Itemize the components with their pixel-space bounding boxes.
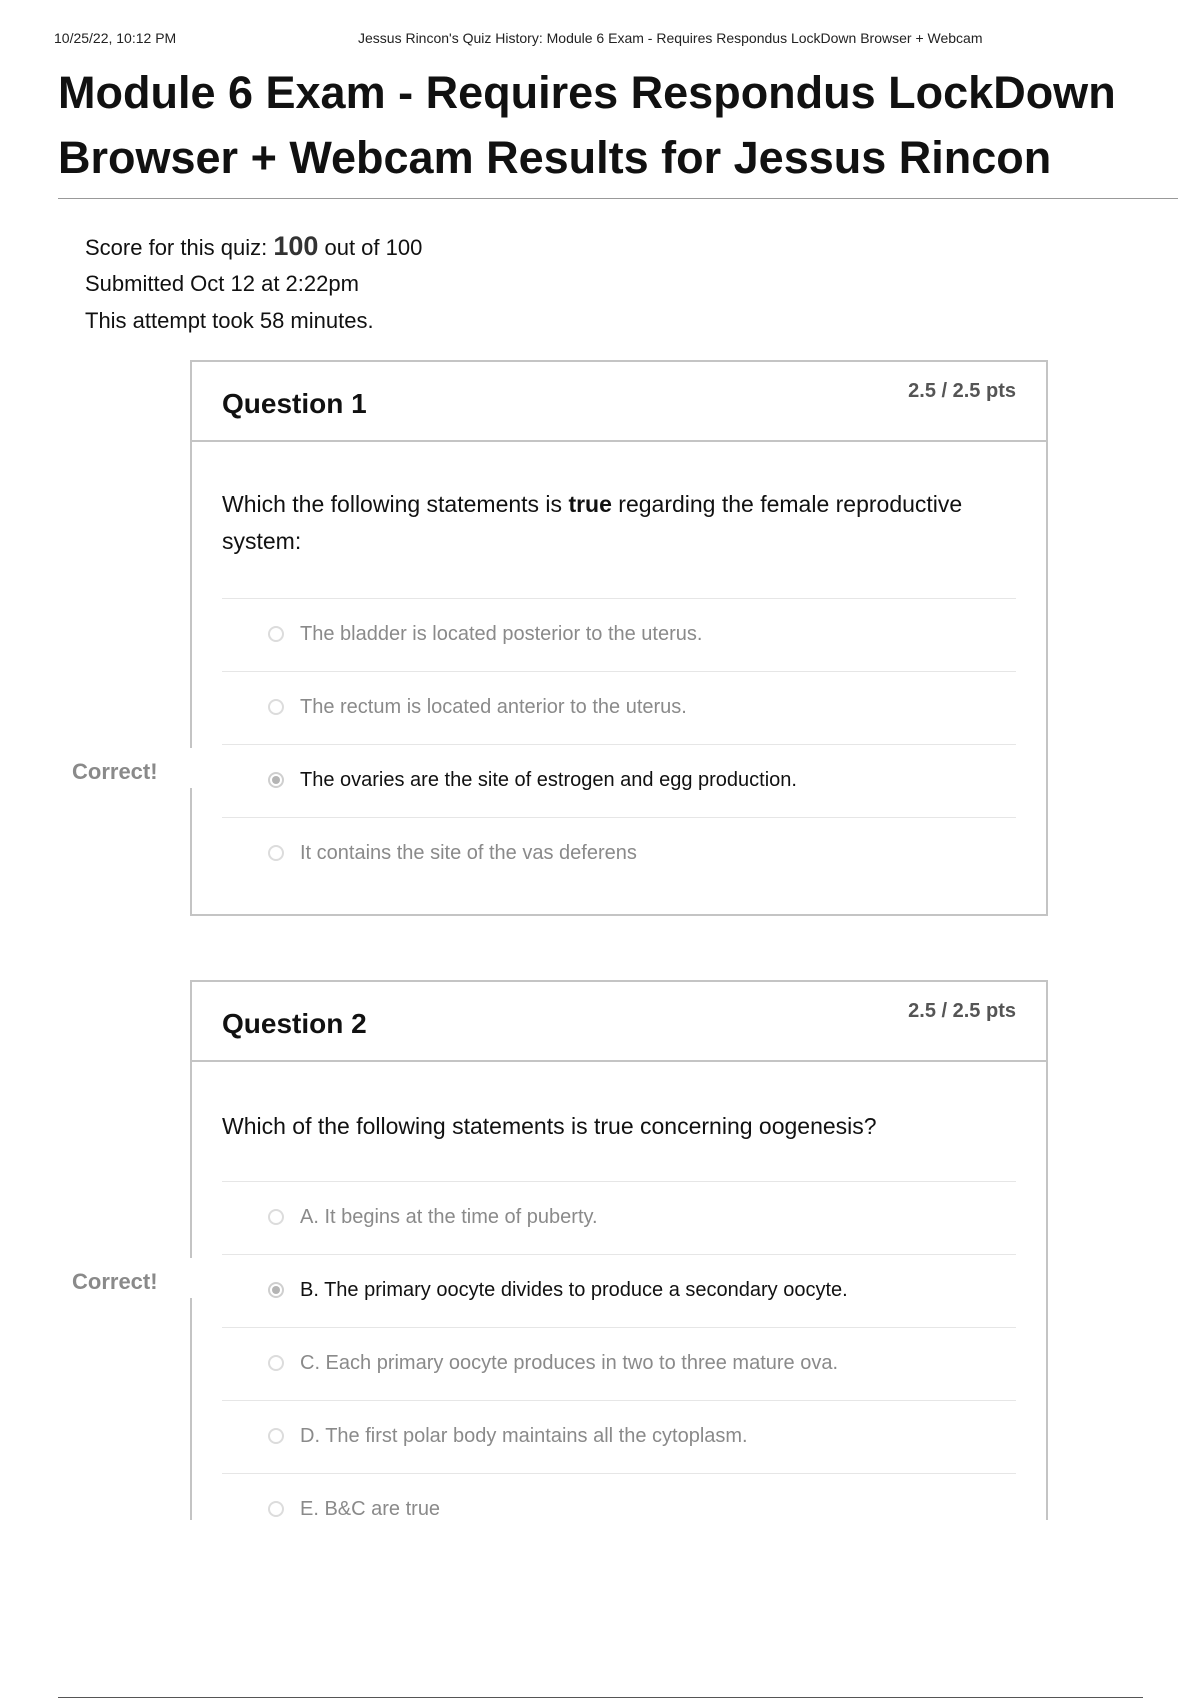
radio-button[interactable] [268,626,284,642]
radio-button[interactable] [268,845,284,861]
radio-button-selected[interactable] [268,1282,284,1298]
answer-option[interactable] [222,1328,1016,1401]
answer-list [222,599,1016,890]
question-text-part: Which the following statements is [222,491,569,517]
answer-option[interactable] [222,672,1016,745]
correct-label-q2: Correct! [72,1259,172,1305]
submitted-line: Submitted Oct 12 at 2:22pm [85,271,359,296]
question-2 [190,980,1048,1520]
answer-text: B. The primary oocyte divides to produce a secondary oocyte. [300,1279,848,1301]
question-text: Which of the following statements is true concerning oogenesis? [222,1062,1016,1182]
duration-line: This attempt took 58 minutes. [85,308,374,333]
border-gap [186,748,196,788]
answer-option[interactable] [222,1401,1016,1474]
print-header [54,30,1146,50]
radio-button[interactable] [268,1501,284,1517]
answer-option[interactable] [222,599,1016,672]
question-text-emphasis: true [568,491,612,517]
score-prefix: Score for this quiz: [85,235,274,260]
question-title: Question 2 [222,1008,367,1039]
answer-list [222,1182,1016,1546]
answer-option[interactable] [222,818,1016,890]
score-suffix: out of 100 [318,235,423,260]
print-timestamp: 10/25/22, 10:12 PM [54,30,177,46]
print-document-title: Jessus Rincon's Quiz History: Module 6 Exam - Requires Respondus LockDown Browser + Webcam [358,30,983,46]
score-value: 100 [273,231,319,261]
question-points: 2.5 / 2.5 pts [908,1000,1016,1022]
answer-option-selected[interactable] [222,1255,1016,1328]
question-header [192,982,1046,1062]
question-text-part: regarding the female reproductive system: [222,491,963,554]
footer-divider [58,1697,1143,1698]
radio-button[interactable] [268,699,284,715]
question-header [192,362,1046,442]
answer-text: E. B&C are true [300,1498,441,1520]
question-points: 2.5 / 2.5 pts [908,380,1016,402]
answer-text: It contains the site of the vas deferens [300,842,637,864]
answer-text: C. Each primary oocyte produces in two to three mature ova. [300,1352,839,1374]
answer-text: The rectum is located anterior to the uterus. [300,696,687,718]
radio-button[interactable] [268,1428,284,1444]
question-1 [190,360,1048,916]
answer-text: D. The first polar body maintains all the cytoplasm. [300,1425,748,1447]
quiz-summary [85,228,422,339]
question-title: Question 1 [222,388,367,419]
answer-option[interactable] [222,1182,1016,1255]
score-line [85,228,422,265]
question-text [222,442,1016,599]
question-body [192,1062,1046,1546]
answer-option[interactable] [222,1474,1016,1546]
border-gap [186,1258,196,1298]
answer-text: The bladder is located posterior to the uterus. [300,623,703,645]
question-body [192,442,1046,890]
radio-button-selected[interactable] [268,772,284,788]
page-title: Module 6 Exam - Requires Respondus LockDown Browser + Webcam Results for Jessus Rincon [58,67,1116,183]
correct-label-q1: Correct! [72,749,172,795]
radio-button[interactable] [268,1355,284,1371]
radio-button[interactable] [268,1209,284,1225]
answer-option-selected[interactable] [222,745,1016,818]
title-divider [58,198,1178,199]
answer-text: A. It begins at the time of puberty. [300,1206,598,1228]
answer-text: The ovaries are the site of estrogen and egg production. [300,769,797,791]
